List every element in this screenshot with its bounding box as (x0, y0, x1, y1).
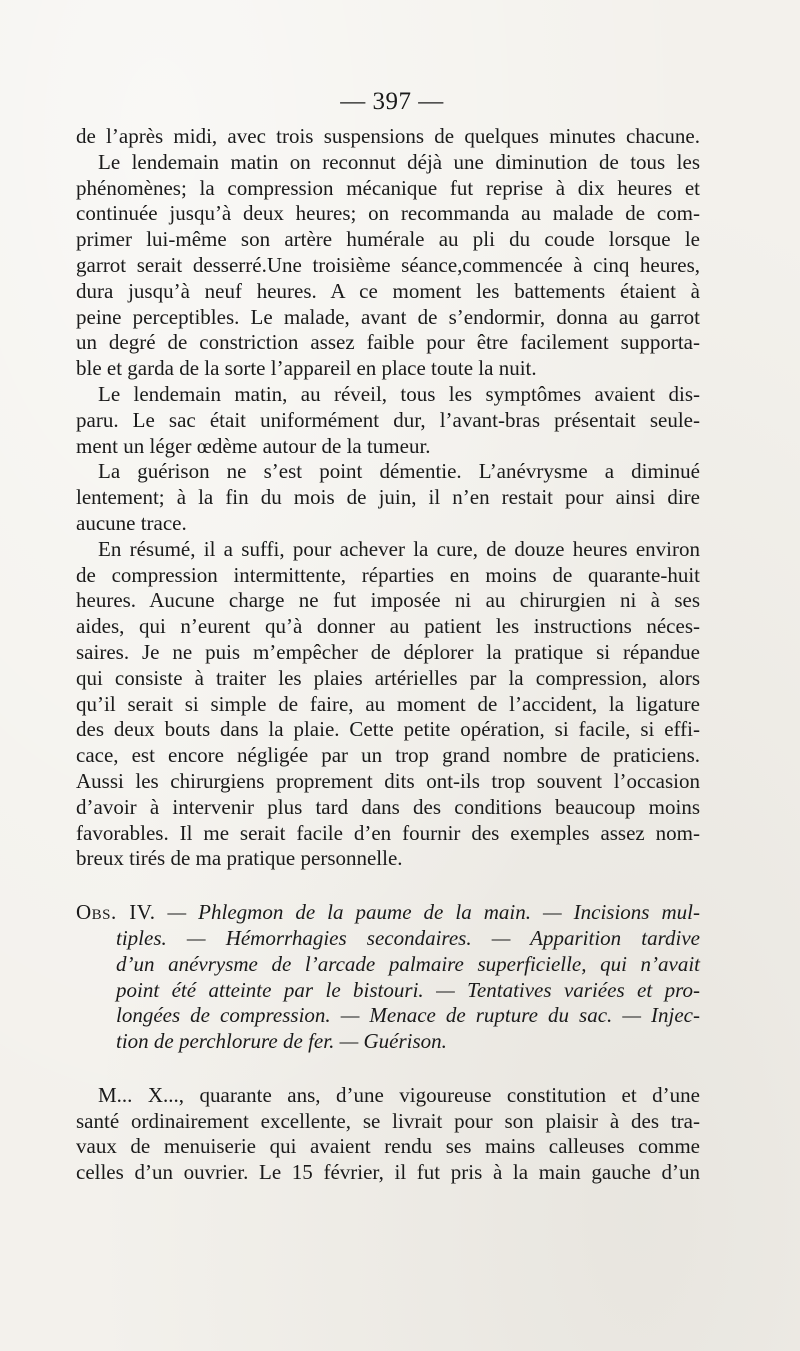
text-line: Le lendemain matin on reconnut déjà une diminution de tous les (98, 149, 700, 174)
observation-title-start: — Phlegmon de la paume de la main. — Incisions mul- (167, 900, 700, 925)
text-line: En résumé, il a suffi, pour achever la cure, de douze heures environ (98, 536, 700, 561)
text-line: un degré de constriction assez faible pour être facilement supporta- (76, 330, 700, 355)
text-line: des deux bouts dans la plaie. Cette petite opération, si facile, si effi- (76, 717, 700, 742)
text-line: La guérison ne s’est point démentie. L’anévrysme a diminué (98, 459, 700, 484)
observation-heading (76, 900, 700, 1055)
text-line: M... X..., quarante ans, d’une vigoureuse constitution et d’une (98, 1082, 700, 1107)
text-line: qu’il serait si simple de faire, au moment de l’accident, la ligature (76, 691, 700, 716)
text-line: santé ordinairement excellente, se livrait pour son plaisir à des tra- (76, 1108, 700, 1133)
text-line: garrot serait desserré.Une troisième séance,commencée à cinq heures, (76, 252, 700, 277)
observation-title-line: longées de compression. — Menace de rupture du sac. — Injec- (116, 1003, 700, 1028)
paragraph-6 (76, 1083, 700, 1186)
text-line: paru. Le sac était uniformément dur, l’avant-bras présentait seule- (76, 407, 700, 432)
observation-title-line: tiples. — Hémorrhagies secondaires. — Apparition tardive (116, 925, 700, 950)
text-line: heures. Aucune charge ne fut imposée ni au chirurgien ni à ses (76, 588, 700, 613)
text-line: celles d’un ouvrier. Le 15 février, il fut pris à la main gauche d’un (76, 1160, 700, 1185)
text-line: Le lendemain matin, au réveil, tous les symptômes avaient dis- (98, 381, 700, 406)
text-line: peine perceptibles. Le malade, avant de s’endormir, donna au garrot (76, 304, 700, 329)
text-line: de compression intermittente, réparties en moins de quarante-huit (76, 562, 700, 587)
observation-title-line: d’un anévrysme de l’arcade palmaire superficielle, qui n’avait (116, 951, 700, 976)
text-line: Aussi les chirurgiens proprement dits ont-ils trop souvent l’occasion (76, 768, 700, 793)
text-line: vaux de menuiserie qui avaient rendu ses mains calleuses comme (76, 1134, 700, 1159)
observation-first-line (76, 900, 700, 926)
text-line: favorables. Il me serait facile d’en fournir des exemples assez nom- (76, 820, 700, 845)
text-line: primer lui-même son artère humérale au pli du coude lorsque le (76, 227, 700, 252)
text-line: phénomènes; la compression mécanique fut reprise à dix heures et (76, 175, 700, 200)
paragraph-4 (76, 459, 700, 536)
observation-title-line: tion de perchlorure de fer. — Guérison. (116, 1029, 447, 1054)
text-line: saires. Je ne puis m’empêcher de déplorer la pratique si répandue (76, 639, 700, 664)
text-line: aucune trace. (76, 510, 187, 535)
text-line: de l’après midi, avec trois suspensions de quelques minutes chacune. (76, 124, 700, 148)
text-line: ble et garda de la sorte l’appareil en place toute la nuit. (76, 356, 537, 381)
observation-label: Obs. IV. (76, 900, 156, 925)
text-line: ment un léger œdème autour de la tumeur. (76, 433, 431, 458)
text-line: aides, qui n’eurent qu’à donner au patient les instructions néces- (76, 614, 700, 639)
text-line: lentement; à la fin du mois de juin, il n’en restait pour ainsi dire (76, 485, 700, 510)
page (76, 84, 700, 1186)
page-number: — 397 — (340, 88, 444, 115)
paragraph-5 (76, 537, 700, 872)
text-line: continuée jusqu’à deux heures; on recommanda au malade de com- (76, 201, 700, 226)
text-line: cace, est encore négligée par un trop grand nombre de praticiens. (76, 743, 700, 768)
body-text (76, 124, 700, 1186)
text-line: dura jusqu’à neuf heures. A ce moment les battements étaient à (76, 278, 700, 303)
paragraph-1 (76, 124, 700, 150)
text-line: breux tirés de ma pratique personnelle. (76, 846, 403, 871)
text-line: d’avoir à intervenir plus tard dans des conditions beaucoup moins (76, 794, 700, 819)
paragraph-2 (76, 150, 700, 382)
paragraph-3 (76, 382, 700, 459)
observation-title-line: point été atteinte par le bistouri. — Tentatives variées et pro- (116, 977, 700, 1002)
text-line: qui consiste à traiter les plaies artérielles par la compression, alors (76, 665, 700, 690)
